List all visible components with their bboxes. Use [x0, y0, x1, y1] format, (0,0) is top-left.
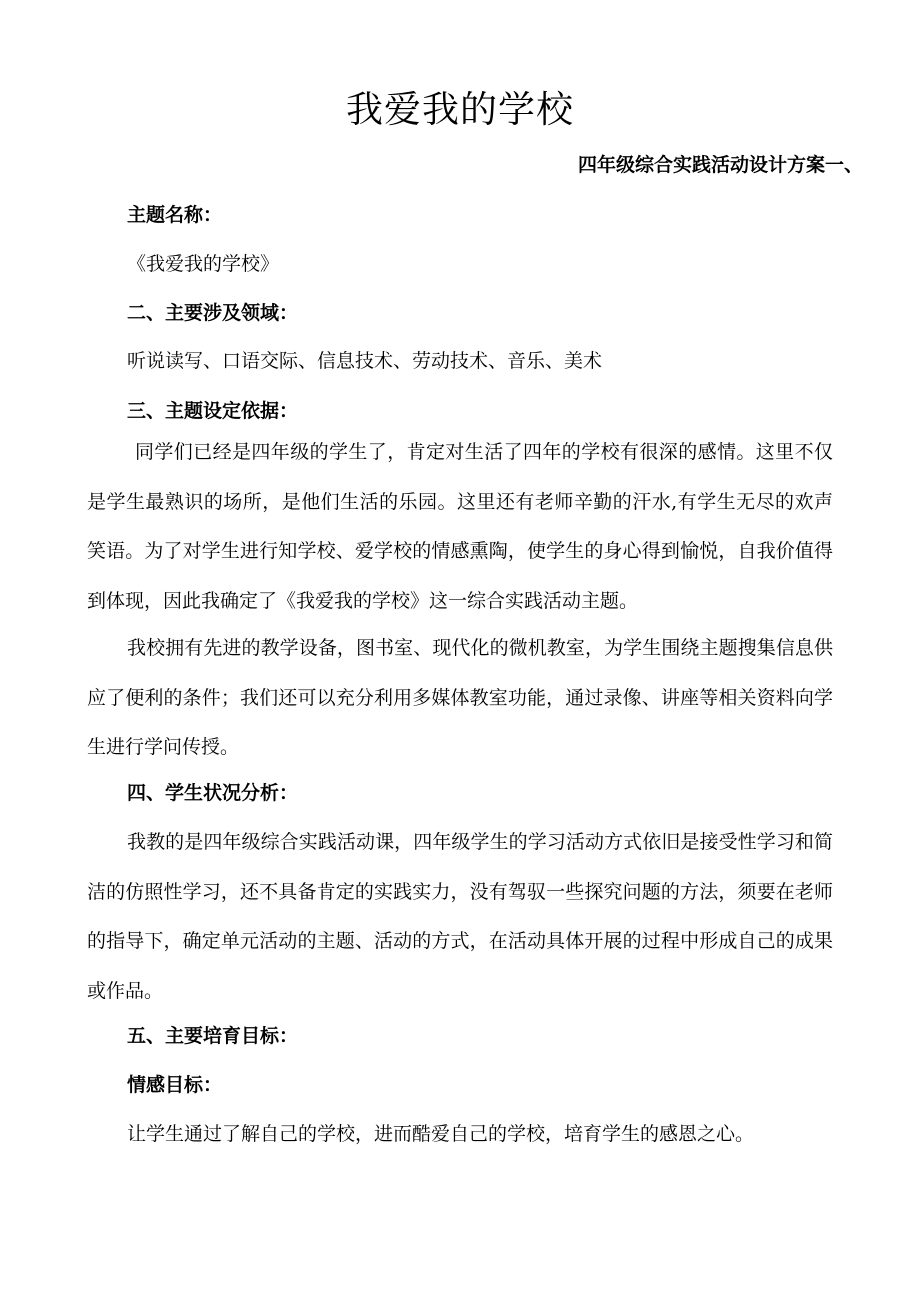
section5-content: 让学生通过了解自己的学校，进而酷爱自己的学校，培育学生的感恩之心。: [127, 1123, 755, 1145]
section4-heading: 四、学生状况分析：: [127, 782, 299, 804]
section1-heading: 主题名称：: [127, 204, 223, 226]
section5-heading: 五、主要培育目标：: [127, 1025, 299, 1047]
section3-paragraph-1: 同学们已经是四年级的学生了，肯定对生活了四年的学校有很深的感情。这里不仅是学生最熟识的场所，是他们生活的乐园。这里还有老师辛勤的汗水,有学生无尽的欢声笑语。为了对学生进行知学校、爱学校的情感熏陶，使学生的身心得到愉悦，自我价值得到体现，因此我确定了《我爱我的学校》这一综合实践活动主题。: [87, 441, 833, 612]
section2-content: 听说读写、口语交际、信息技术、劳动技术、音乐、美术: [127, 350, 603, 372]
section5-subheading: 情感目标：: [127, 1074, 223, 1096]
section2-heading: 二、主要涉及领域：: [127, 302, 299, 324]
document-subtitle: 四年级综合实践活动设计方案一、: [577, 154, 863, 176]
section3-paragraph-2: 我校拥有先进的教学设备，图书室、现代化的微机教室，为学生围绕主题搜集信息供应了便利的条件；我们还可以充分利用多媒体教室功能，通过录像、讲座等相关资料向学生进行学问传授。: [87, 637, 833, 758]
section4-paragraph-1: 我教的是四年级综合实践活动课，四年级学生的学习活动方式依旧是接受性学习和简洁的仿照性学习，还不具备肯定的实践实力，没有驾驭一些探究问题的方法，须要在老师的指导下，确定单元活动的主题、活动的方式，在活动具体开展的过程中形成自己的成果或作品。: [87, 831, 833, 1002]
section1-content: 《我爱我的学校》: [127, 253, 280, 275]
document-title: 我爱我的学校: [346, 88, 574, 131]
section3-heading: 三、主题设定依据：: [127, 400, 299, 422]
